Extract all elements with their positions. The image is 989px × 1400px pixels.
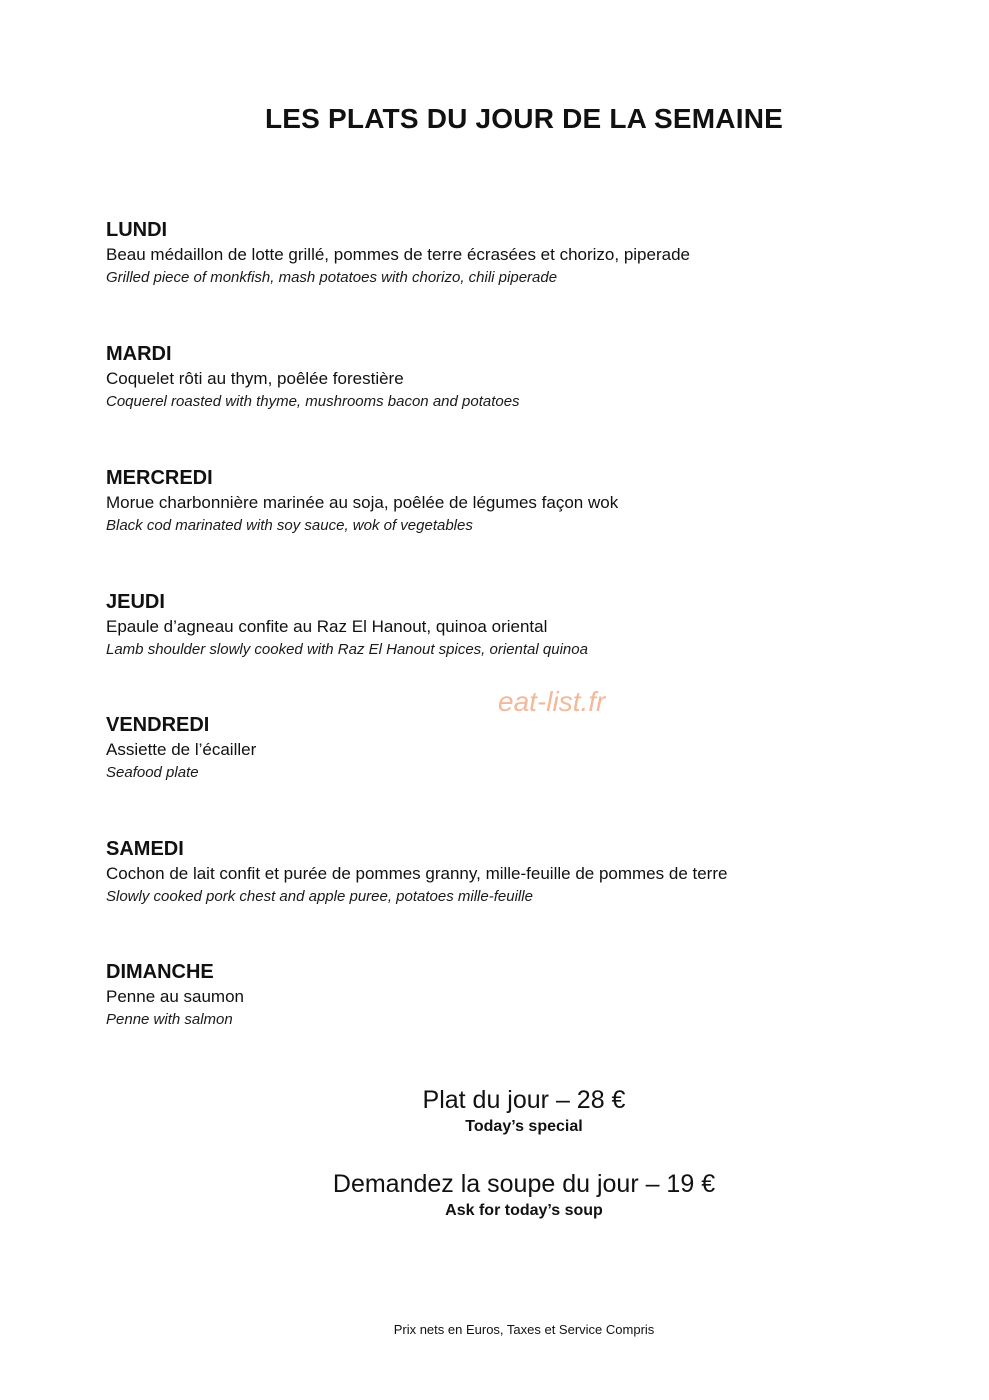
dish-french: Assiette de l’écailler (106, 740, 257, 759)
dish-english: Grilled piece of monkfish, mash potatoes with chorizo, chili piperade (106, 269, 558, 286)
price-label: Plat du jour – 28 € (422, 1086, 626, 1114)
dish-english: Coquerel roasted with thyme, mushrooms bacon and potatoes (106, 393, 520, 410)
dish-french: Cochon de lait confit et purée de pommes granny, mille-feuille de pommes de terre (106, 864, 728, 883)
price-soup-of-day (0, 1168, 989, 1222)
day-wednesday (106, 465, 956, 537)
day-name: LUNDI (106, 219, 168, 241)
day-name: SAMEDI (106, 838, 184, 860)
day-name: DIMANCHE (106, 961, 214, 983)
dish-french: Beau médaillon de lotte grillé, pommes de terre écrasées et chorizo, piperade (106, 245, 690, 264)
price-label: Demandez la soupe du jour – 19 € (332, 1170, 716, 1198)
day-friday (106, 712, 956, 784)
day-tuesday (106, 341, 956, 413)
day-saturday (106, 836, 956, 908)
day-thursday (106, 589, 956, 661)
day-sunday (106, 959, 956, 1031)
dish-french: Coquelet rôti au thym, poêlée forestière (106, 369, 404, 388)
price-subtitle: Today’s special (465, 1118, 583, 1135)
day-monday (106, 217, 956, 289)
day-name: MERCREDI (106, 467, 213, 489)
dish-english: Black cod marinated with soy sauce, wok of vegetables (106, 517, 473, 534)
day-name: MARDI (106, 343, 172, 365)
watermark: eat-list.fr (498, 686, 606, 717)
price-subtitle: Ask for today’s soup (445, 1202, 603, 1219)
day-name: VENDREDI (106, 714, 210, 736)
dish-english: Seafood plate (106, 764, 199, 781)
page-title: LES PLATS DU JOUR DE LA SEMAINE (264, 103, 784, 134)
dish-french: Epaule d’agneau confite au Raz El Hanout, quinoa oriental (106, 617, 548, 636)
dish-french: Morue charbonnière marinée au soja, poêlée de légumes façon wok (106, 493, 619, 512)
dish-french: Penne au saumon (106, 987, 244, 1006)
dish-english: Lamb shoulder slowly cooked with Raz El Hanout spices, oriental quinoa (106, 641, 588, 658)
price-daily-special (0, 1084, 989, 1138)
day-name: JEUDI (106, 591, 165, 613)
dish-english: Penne with salmon (106, 1011, 233, 1028)
dish-english: Slowly cooked pork chest and apple puree, potatoes mille-feuille (106, 888, 533, 905)
footer-note: Prix nets en Euros, Taxes et Service Compris (393, 1322, 655, 1337)
